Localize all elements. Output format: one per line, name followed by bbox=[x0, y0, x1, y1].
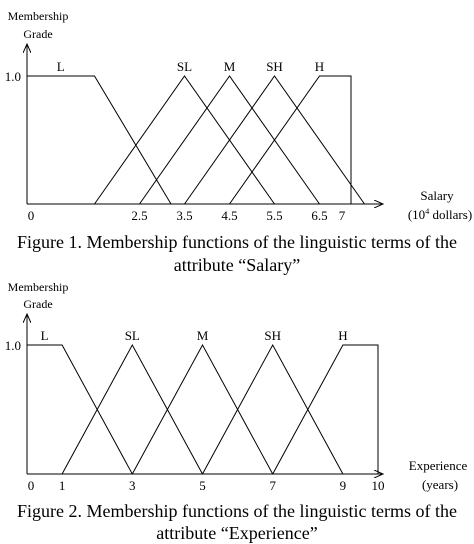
chart2-xtick-label: 3 bbox=[129, 478, 136, 493]
chart2-xtick-label: 0 bbox=[27, 478, 35, 493]
chart1-xtick-label: 0 bbox=[27, 208, 35, 223]
chart2-xtick-label: 10 bbox=[371, 478, 385, 493]
chart1-series-h-line bbox=[230, 76, 352, 204]
chart1-xtick-label: 5.5 bbox=[266, 208, 283, 223]
figure2-caption-line2: attribute “Experience” bbox=[156, 523, 318, 543]
chart1-series-h-label: H bbox=[314, 59, 325, 74]
chart1-ylabel-line2: Grade bbox=[23, 27, 53, 41]
chart-salary bbox=[5, 9, 472, 223]
chart1-series-l-label: L bbox=[56, 59, 65, 74]
chart2-xtick-label: 9 bbox=[339, 478, 347, 493]
chart2-series-h-line bbox=[273, 345, 378, 474]
chart1-series-m-label: M bbox=[223, 59, 236, 74]
chart1-xtick-label: 6.5 bbox=[311, 208, 328, 223]
chart2-series-h-label: H bbox=[338, 328, 348, 343]
chart1-series-l-line bbox=[27, 76, 171, 204]
chart1-xtick-label: 4.5 bbox=[221, 208, 238, 223]
chart2-series-sl-label: SL bbox=[124, 328, 140, 343]
chart2-series-sh-label: SH bbox=[264, 328, 282, 343]
chart1-xlabel-unit: ($10^4$ dollars) bbox=[407, 207, 473, 222]
chart1-series-sh-label: SH bbox=[266, 59, 283, 74]
figure1-caption-line1: Figure 1. Membership functions of the linguistic terms of the bbox=[17, 232, 457, 252]
figure2-caption-line1: Figure 2. Membership functions of the linguistic terms of the bbox=[17, 501, 457, 521]
chart2-ytick-label: 1.0 bbox=[4, 338, 21, 353]
chart2-series-m-line bbox=[132, 345, 272, 474]
chart1-xlabel: Salary bbox=[420, 188, 454, 203]
chart2-xlabel: Experience bbox=[408, 458, 468, 473]
chart2-ylabel-line1: Membership bbox=[7, 280, 69, 294]
chart1-xtick-label: 7 bbox=[338, 208, 346, 223]
chart1-xtick-label: 3.5 bbox=[176, 208, 193, 223]
chart1-ylabel-line1: Membership bbox=[7, 9, 69, 23]
chart1-xtick-label: 2.5 bbox=[131, 208, 148, 223]
chart2-xtick-label: 1 bbox=[58, 478, 66, 493]
chart1-series-sl-label: SL bbox=[176, 59, 193, 74]
chart2-series-l-line bbox=[27, 345, 132, 474]
chart2-ylabel-line2: Grade bbox=[23, 297, 53, 311]
chart1-ytick-label: 1.0 bbox=[4, 69, 21, 84]
chart2-series-m-label: M bbox=[196, 328, 209, 343]
chart2-xtick-label: 7 bbox=[269, 478, 276, 493]
chart2-xlabel-unit: (years) bbox=[421, 477, 459, 492]
figure1-caption-line2: attribute “Salary” bbox=[173, 255, 301, 275]
chart-experience bbox=[5, 280, 468, 493]
chart2-xtick-label: 5 bbox=[199, 478, 206, 493]
chart2-series-sh-line bbox=[203, 345, 343, 474]
chart2-series-sl-line bbox=[62, 345, 202, 474]
chart2-series-l-label: L bbox=[40, 328, 49, 343]
